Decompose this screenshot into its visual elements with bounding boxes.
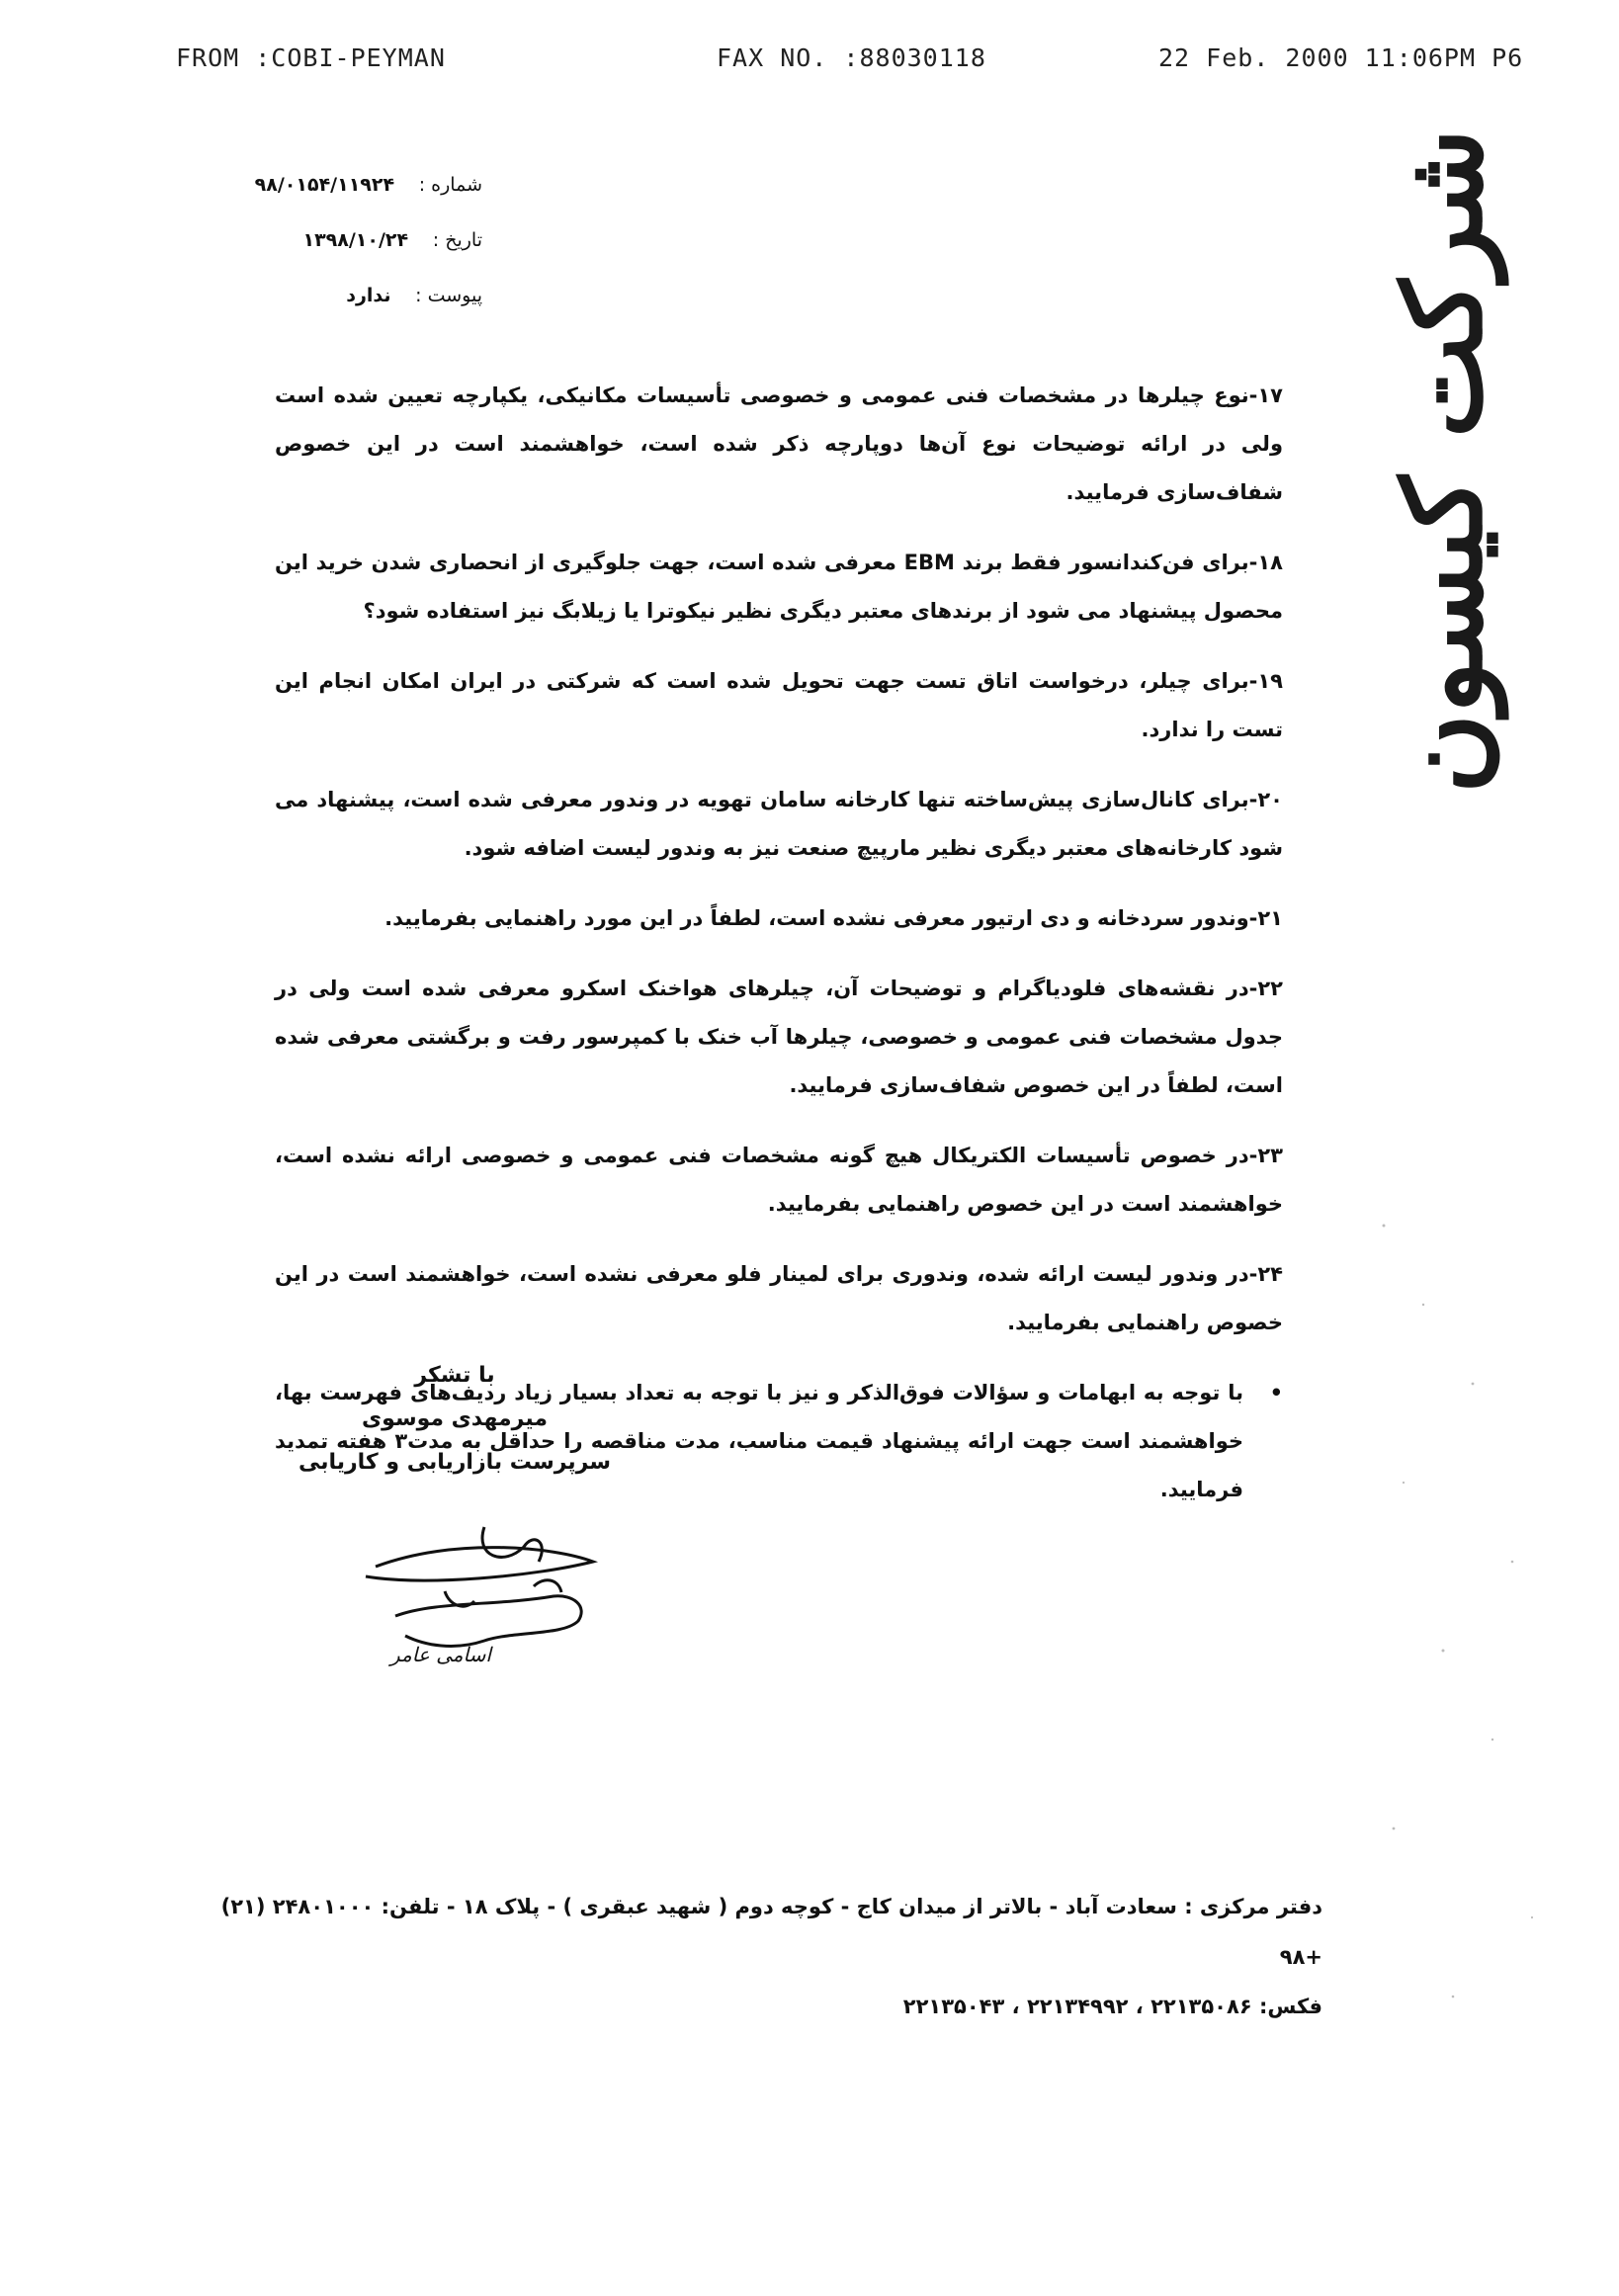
closing-thanks: با تشکر [414,1363,495,1388]
letter-number [255,174,482,196]
item-17: ۱۷-نوع چیلرها در مشخصات فنی عمومی و خصوصی تأسیسات مکانیکی، یکپارچه تعیین شده است ولی در ارائه توضیحات نوع آن‌ها دوپارچه ذکر شده است، خواهشمند است در این خصوص شفاف‌سازی فرمایید. [275,383,1283,504]
letter-number-value: ۹۸/۰۱۵۴/۱۱۹۲۴ [254,174,395,196]
scan-noise [1364,1186,1562,2076]
letter-attachment-label: پیوست : [415,285,482,306]
fax-from: FROM :COBI-PEYMAN [176,43,446,72]
footer-country-code: +۹۸ [1279,1945,1322,1969]
letter-date-value: ۱۳۹۸/۱۰/۲۴ [302,229,409,251]
footer-address: دفتر مرکزی : سعادت آباد - بالاتر از میدان کاج - کوچه دوم ( شهید عبقری ) - پلاک ۱۸ - تلفن: ۲۴۸۰۱۰۰۰ (۲۱) [220,1895,1322,1918]
letter-attachment-value: ندارد [346,285,391,306]
closing-block [298,1354,611,1485]
letter-number-label: شماره : [418,174,482,196]
fax-number: FAX NO. :88030118 [717,43,986,72]
item-23: ۲۳-در خصوص تأسیسات الکتریکال هیچ گونه مشخصات فنی عمومی و خصوصی ارائه نشده است، خواهشمند است در این خصوص راهنمایی بفرمایید. [275,1144,1283,1216]
letter-attachment [346,285,482,306]
footer-fax: فکس: ۲۲۱۳۵۰۸۶ ، ۲۲۱۳۴۹۹۲ ، ۲۲۱۳۵۰۴۳ [902,1995,1322,2018]
signature-note: اسامی عامر [390,1643,491,1666]
letter-date-label: تاریخ : [432,229,482,251]
item-19: ۱۹-برای چیلر، درخواست اتاق تست جهت تحویل شده است که شرکتی در ایران امکان انجام این تست را ندارد. [275,669,1283,741]
signer-title: سرپرست بازاریابی و کاریابی [298,1450,611,1475]
fax-datetime: 22 Feb. 2000 11:06PM P6 [1158,43,1524,72]
letter-date [302,229,482,251]
item-18: ۱۸-برای فن‌کندانسور فقط برند EBM معرفی شده است، جهت جلوگیری از انحصاری شدن خرید این محصول پیشنهاد می شود از برندهای معتبر دیگری نظیر نیکوترا یا زیلابگ نیز استفاده شود؟ [275,551,1283,623]
signer-name: میرمهدی موسوی [361,1406,548,1431]
item-20: ۲۰-برای کانال‌سازی پیش‌ساخته تنها کارخانه سامان تهویه در وندور معرفی شده است، پیشنهاد می شود کارخانه‌های معتبر دیگری نظیر مارپیچ صنعت نیز به وندور لیست اضافه شود. [275,788,1283,860]
item-closing-request: • با توجه به ابهامات و سؤالات فوق‌الذکر و نیز با توجه به تعداد بسیار زیاد ردیف‌های فهرست بها، خواهشمند است جهت ارائه پیشنهاد قیمت مناسب، مدت مناقصه را حداقل به مدت۳ هفته تمدید فرمایید. [275,1369,1283,1514]
item-21: ۲۱-وندور سردخانه و دی ارتیور معرفی نشده است، لطفاً در این مورد راهنمایی بفرمایید. [384,906,1283,930]
item-22: ۲۲-در نقشه‌های فلودیاگرام و توضیحات آن، چیلرهای هواخنک اسکرو معرفی شده است ولی در جدول مشخصات فنی عمومی و خصوصی، چیلرها آب خنک با کمپرسور رفت و برگشتی معرفی شده است، لطفاً در این خصوص شفاف‌سازی فرمایید. [275,977,1283,1097]
brand-wordmark: شرکت کیسون [1379,128,1506,794]
item-24: ۲۴-در وندور لیست ارائه شده، وندوری برای لمینار فلو معرفی نشده است، خواهشمند است در این خصوص راهنمایی بفرمایید. [275,1262,1283,1334]
